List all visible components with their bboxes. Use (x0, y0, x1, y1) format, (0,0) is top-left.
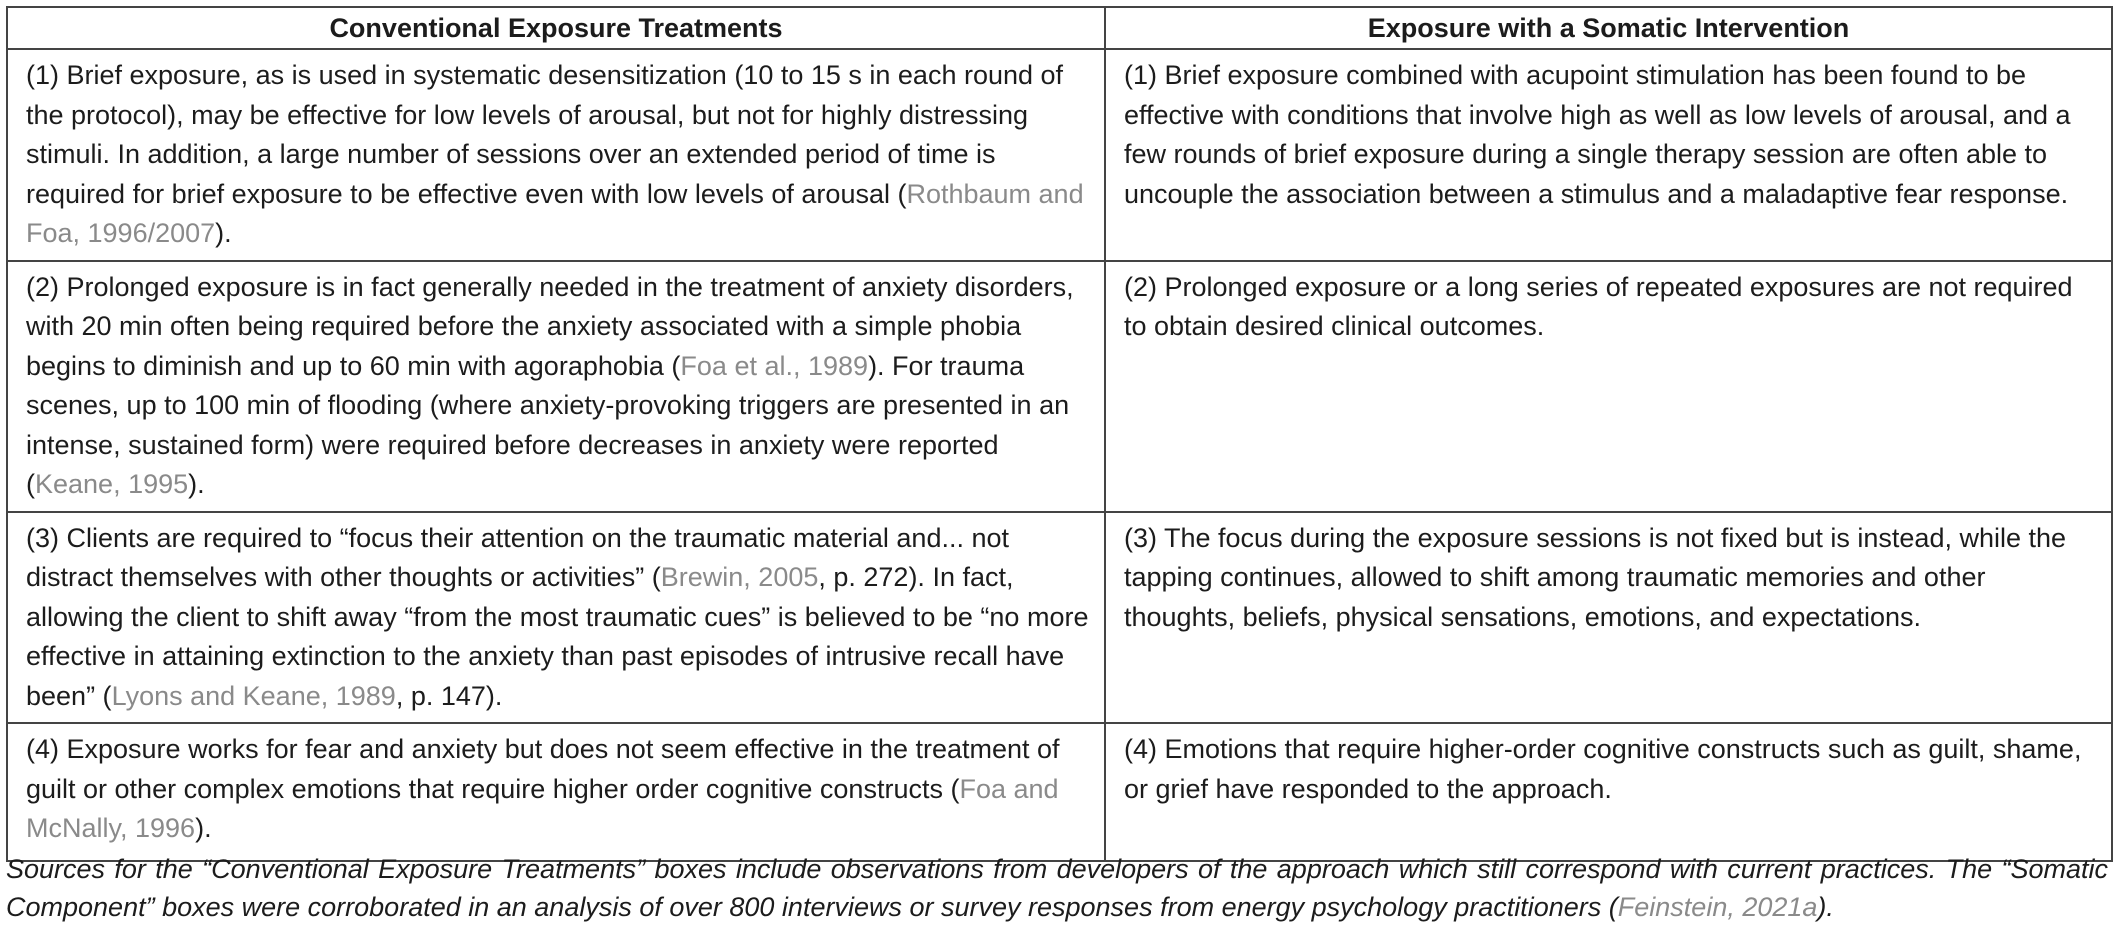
table-header-row (7, 7, 2112, 49)
cell-text: (1) Brief exposure, as is used in systematic desensitization (10 to 15 s in each round of the protocol), may be effective for low levels of arousal, but not for highly distressing stimuli. In addition, a large number of sessions over an extended period of time is required for brief exposure to be effective even with low levels of arousal ( (26, 60, 1064, 209)
cell-text: (4) Exposure works for fear and anxiety but does not seem effective in the treatment of guilt or other complex emotions that require higher order cognitive constructs ( (26, 734, 1060, 804)
citation-link[interactable]: Lyons and Keane, 1989 (111, 680, 396, 711)
footnote-text-end: ). (1817, 892, 1834, 922)
conventional-cell-4 (7, 723, 1105, 861)
somatic-cell-1 (1105, 49, 2112, 261)
cell-text: ). (188, 469, 205, 499)
citation-link[interactable]: Foa and McNally, 1996 (26, 773, 1059, 843)
cell-text: ). (215, 218, 232, 248)
conventional-cell-2 (7, 261, 1105, 512)
cell-text: (3) Clients are required to “focus their attention on the traumatic material and... not distract themselves with other thoughts or activities” ( (26, 522, 1009, 592)
comparison-table-container (6, 6, 2111, 862)
conventional-cell-1 (7, 49, 1105, 261)
cell-text: , p. 272). In fact, allowing the client to shift away “from the most traumatic cues” is believed to be “no more effective in attaining extinction to the anxiety than past episodes of intrusive recall have been” ( (26, 562, 1089, 711)
cell-text: (3) The focus during the exposure sessions is not fixed but is instead, while the tapping continues, allowed to shift among traumatic memories and other thoughts, beliefs, physical sensations, emotions, and expectations. (1124, 522, 2067, 632)
cell-text: , p. 147). (395, 680, 503, 711)
comparison-table (6, 6, 2113, 862)
table-row (7, 512, 2112, 724)
footnote-text: Sources for the “Conventional Exposure Treatments” boxes include observations from developers of the approach which still correspond with current practices. The “Somatic Component” boxes were corroborated in an analysis of over 800 interviews or survey responses from energy psychology practitioners ( (6, 854, 2108, 922)
table-row (7, 261, 2112, 512)
somatic-cell-2 (1105, 261, 2112, 512)
cell-text: (1) Brief exposure combined with acupoint stimulation has been found to be effective with conditions that involve high as well as low levels of arousal, and a few rounds of brief exposure during a single therapy session are often able to uncouple the association between a stimulus and a maladaptive fear response. (1124, 60, 2071, 209)
table-footnote (6, 850, 2108, 926)
citation-link[interactable]: Keane, 1995 (35, 469, 189, 499)
somatic-cell-3 (1105, 512, 2112, 724)
cell-text: (2) Prolonged exposure is in fact generally needed in the treatment of anxiety disorders, with 20 min often being required before the anxiety associated with a simple phobia begins to diminish and up to 60 min with agoraphobia ( (26, 271, 1074, 381)
somatic-cell-4 (1105, 723, 2112, 861)
citation-link[interactable]: Rothbaum and Foa, 1996/2007 (26, 178, 1084, 248)
conventional-cell-3 (7, 512, 1105, 724)
cell-text: (2) Prolonged exposure or a long series of repeated exposures are not required to obtain desired clinical outcomes. (1124, 271, 2073, 341)
cell-text: ). For trauma scenes, up to 100 min of flooding (where anxiety-provoking triggers are presented in an intense, sustained form) were required before decreases in anxiety were reported ( (26, 350, 1070, 499)
footnote-citation-link[interactable]: Feinstein, 2021a (1617, 892, 1818, 922)
table-row (7, 49, 2112, 261)
cell-text: ). (195, 813, 212, 843)
citation-link[interactable]: Brewin, 2005 (660, 562, 819, 592)
header-conventional: Conventional Exposure Treatments (7, 7, 1105, 49)
citation-link[interactable]: Foa et al., 1989 (680, 350, 869, 381)
table-row (7, 723, 2112, 861)
header-somatic: Exposure with a Somatic Intervention (1105, 7, 2112, 49)
cell-text: (4) Emotions that require higher-order cognitive constructs such as guilt, shame, or grief have responded to the approach. (1124, 734, 2082, 804)
